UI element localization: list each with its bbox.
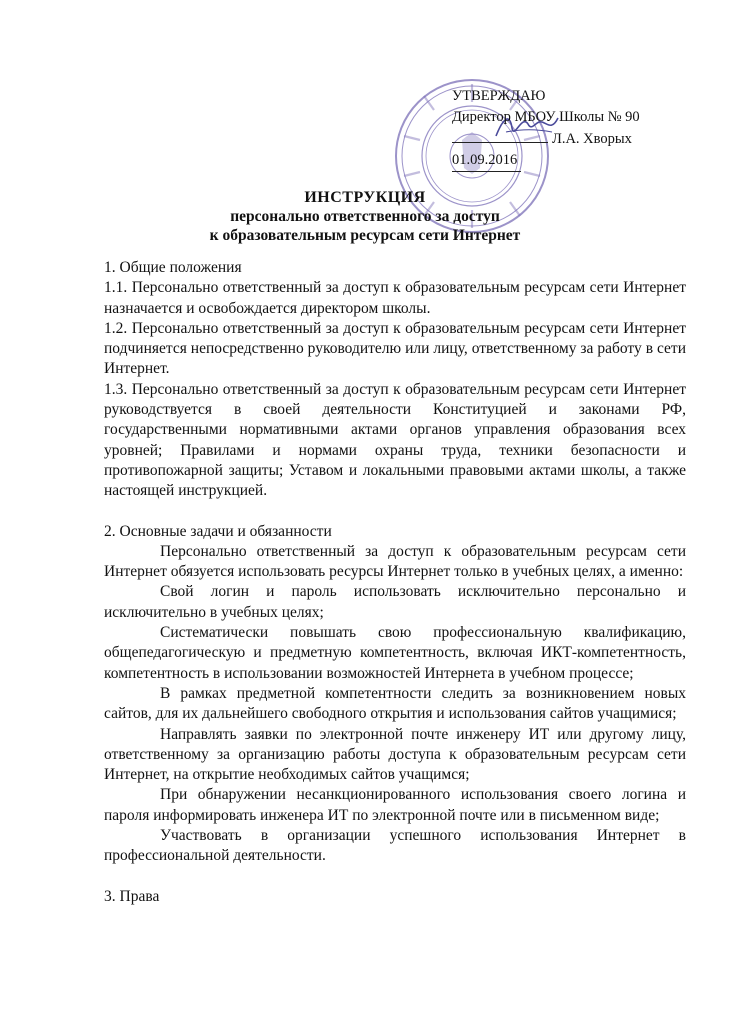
signature-line bbox=[452, 128, 548, 143]
section-2-intro: Персонально ответственный за доступ к образовательным ресурсам сети Интернет обязуется использовать ресурсы Интернет только в учебных целях, а именно: bbox=[104, 542, 686, 581]
section-2-item: Участвовать в организации успешного использования Интернет в профессиональной деятельности. bbox=[104, 827, 686, 865]
approval-block bbox=[452, 86, 682, 172]
section-2-item: Систематически повышать свою профессиональную квалификацию, общепедагогическую и предметную компетентность, включая ИКТ-компетентность, компетентность в использовании возможностей Интернета в учебном процессе; bbox=[104, 624, 686, 682]
title-sub-2: к образовательным ресурсам сети Интернет bbox=[209, 227, 521, 244]
section-3-heading: 3. Права bbox=[104, 887, 160, 905]
section-1-paragraph-1: 1.1. Персонально ответственный за доступ к образовательным ресурсам сети Интернет назначается и освобождается директором школы. bbox=[104, 279, 686, 317]
approval-date-line bbox=[452, 150, 682, 172]
section-2-item: При обнаружении несанкционированного использования своего логина и пароля информировать инженера ИТ по электронной почте или в письменном виде; bbox=[104, 786, 686, 824]
section-2-heading: 2. Основные задачи и обязанности bbox=[104, 522, 332, 540]
approval-signer: Л.А. Хворых bbox=[552, 131, 632, 147]
title-sub-1: персонально ответственного за доступ bbox=[230, 208, 500, 225]
document-title bbox=[110, 188, 620, 245]
approval-date: 01.09.2016 bbox=[452, 150, 521, 172]
section-1-paragraph-2: 1.2. Персонально ответственный за доступ к образовательным ресурсам сети Интернет подчиняется непосредственно руководителю или лицу, ответственному за работу в сети Интернет. bbox=[104, 319, 686, 378]
approval-position: Директор МБОУ Школы № 90 bbox=[452, 109, 640, 125]
section-1-paragraph-3: 1.3. Персонально ответственный за доступ к образовательным ресурсам сети Интернет руководствуется в своей деятельности Конституцией и законами РФ, государственными нормативными актами органов управления образования всех уровней; Правилами и нормами охраны труда, техники безопасности и противопожарной защиты; Уставом и локальными правовыми актами школы, а также настоящей инструкцией. bbox=[104, 380, 686, 500]
section-2-item: В рамках предметной компетентности следить за возникновением новых сайтов, для их дальнейшего свободного открытия и использования сайтов учащимися; bbox=[104, 684, 686, 723]
section-1-heading: 1. Общие положения bbox=[104, 259, 242, 276]
section-2-item: Направлять заявки по электронной почте инженеру ИТ или другому лицу, ответственному за организацию работы доступа к образовательным ресурсам сети Интернет, на открытие необходимых сайтов учащимся; bbox=[104, 725, 686, 784]
document-body bbox=[104, 258, 686, 907]
approval-heading: УТВЕРЖДАЮ bbox=[452, 88, 546, 104]
title-main: ИНСТРУКЦИЯ bbox=[304, 189, 426, 206]
section-2-item: Свой логин и пароль использовать исключительно персонально и исключительно в учебных целях; bbox=[104, 583, 686, 621]
approval-signer-line bbox=[452, 128, 682, 150]
spacer bbox=[104, 502, 686, 522]
spacer bbox=[104, 867, 686, 887]
